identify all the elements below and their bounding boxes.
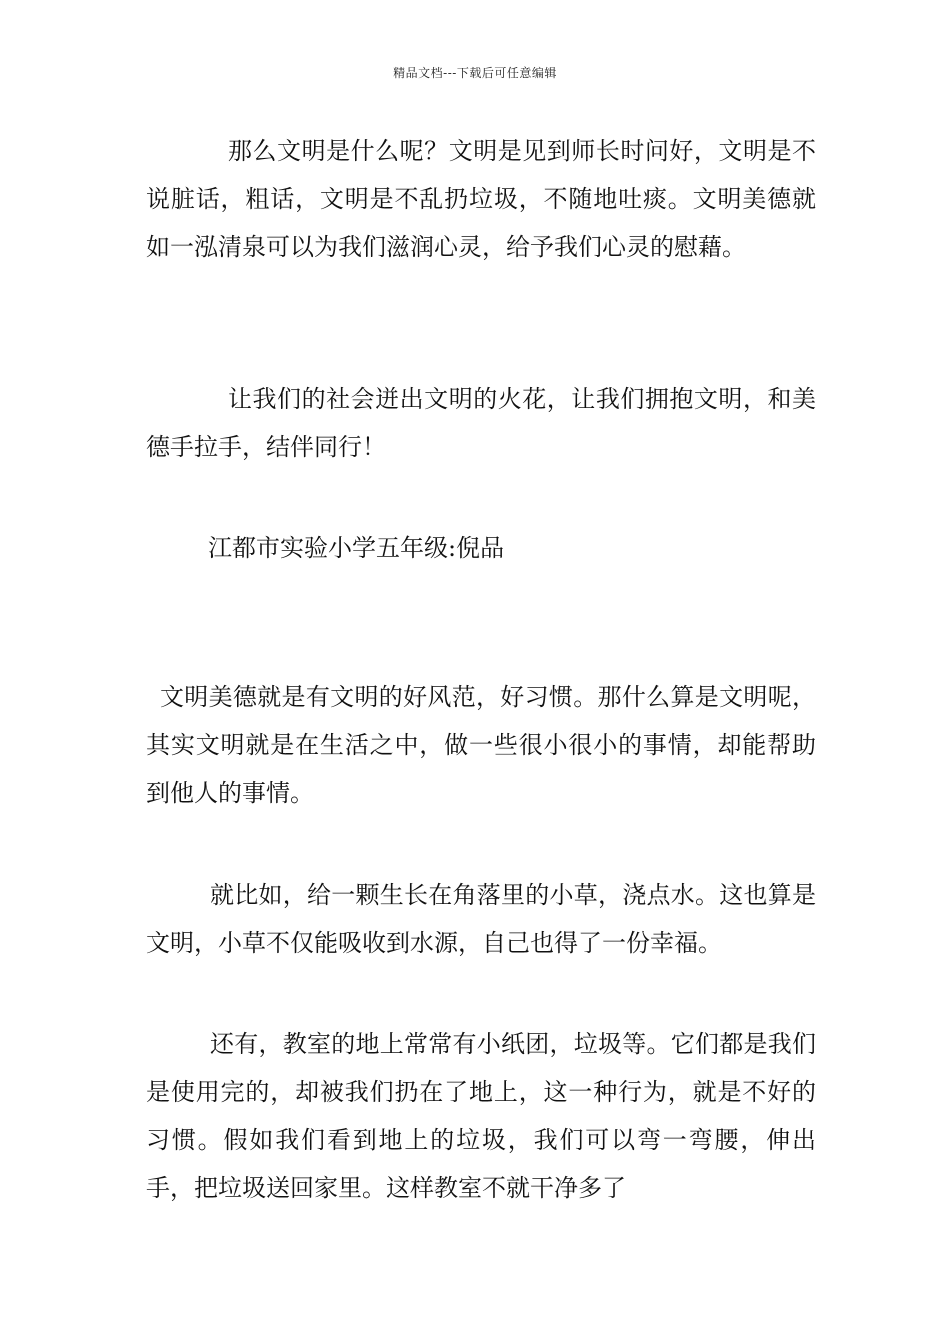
page-header: 精品文档---下载后可任意编辑 — [393, 66, 557, 80]
author-signature: 江都市实验小学五年级:倪品 — [208, 534, 505, 562]
paragraph-classroom-litter: 还有，教室的地上常常有小纸团，垃圾等。它们都是我们是使用完的，却被我们扔在了地上，这一种行为，就是不好的习惯。假如我们看到地上的垃圾，我们可以弯一弯腰，伸出手，把垃圾送回家里。这样教室不就干净多了 — [146, 1030, 816, 1202]
paragraph-civil-virtue: 文明美德就是有文明的好风范，好习惯。那什么算是文明呢，其实文明就是在生活之中，做一些很小很小的事情，却能帮助到他人的事情。 — [146, 683, 816, 807]
paragraph-water-grass: 就比如，给一颗生长在角落里的小草，浇点水。这也算是文明，小草不仅能吸收到水源，自己也得了一份幸福。 — [146, 881, 816, 957]
paragraph-embrace-civility: 让我们的社会迸出文明的火花，让我们拥抱文明，和美德手拉手，结伴同行！ — [146, 385, 816, 461]
paragraph-what-is-civility: 那么文明是什么呢？文明是见到师长时问好，文明是不说脏话，粗话，文明是不乱扔垃圾，不随地吐痰。文明美德就如一泓清泉可以为我们滋润心灵，给予我们心灵的慰藉。 — [146, 137, 816, 261]
